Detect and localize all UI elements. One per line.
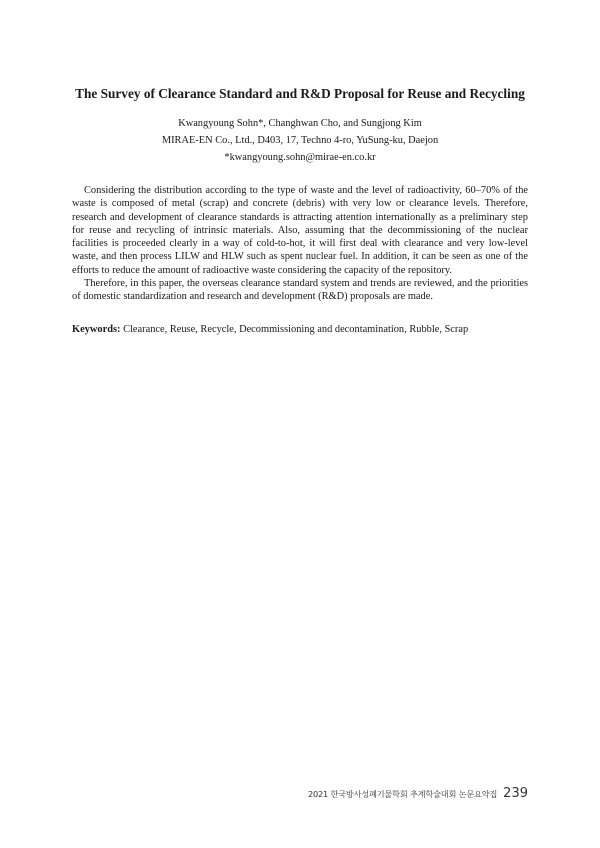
page-number: 239 [503,786,528,801]
keywords [72,323,528,336]
paper-title: The Survey of Clearance Standard and R&D Proposal for Reuse and Recycling [75,86,525,101]
page-footer [308,786,528,801]
abstract-paragraph-1: Considering the distribution according to the type of waste and the level of radioactivity, 60–70% of the waste is composed of metal (scrap) and concrete (debris) with very low or clearance levels. Therefore, research and development of clearance standards is attracting attention internationally as a preliminary step for reuse and recycling of intrinsic materials. Also, assuming that the decommissioning of the nuclear facilities is proceeded clearly in a way of cold-to-hot, it will first deal with clearance and very low-level waste, and then process LILW and HLW such as spent nuclear fuel. In addition, it can be seen as one of the efforts to reduce the amount of radioactive waste considering the capacity of the repository. [72,185,528,276]
keywords-list: Clearance, Reuse, Recycle, Decommissioning and decontamination, Rubble, Scrap [123,324,469,335]
keywords-label: Keywords: [72,324,121,335]
abstract [72,184,528,304]
author-list: Kwangyoung Sohn*, Changhwan Cho, and Sungjong Kim [178,118,422,129]
corresponding-email: *kwangyoung.sohn@mirae-en.co.kr [224,152,376,163]
conference-name: 2021 한국방사성폐기물학회 추계학술대회 논문요약집 [308,789,498,799]
affiliation: MIRAE-EN Co., Ltd., D403, 17, Techno 4-ro, YuSung-ku, Daejon [161,135,439,146]
abstract-paragraph-2: Therefore, in this paper, the overseas clearance standard system and trends are reviewed, and the priorities of domestic standardization and research and development (R&D) proposals are made. [72,278,528,303]
